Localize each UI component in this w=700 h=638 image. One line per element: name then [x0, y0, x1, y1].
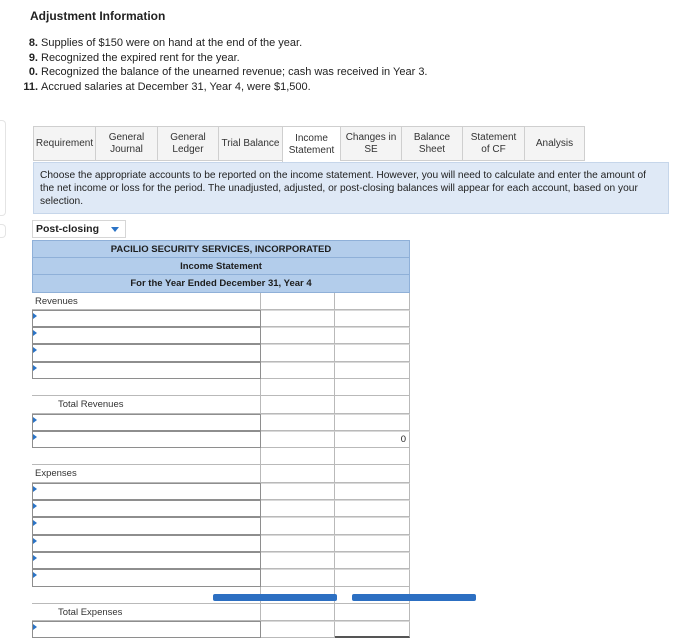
amount-cell — [261, 535, 335, 552]
tab-label-line2: of CF — [481, 143, 506, 155]
amount-cell — [261, 483, 335, 500]
amount-cell — [261, 569, 335, 586]
total-cell — [335, 465, 410, 482]
adjustment-list — [0, 36, 480, 94]
section-row — [32, 293, 410, 310]
amount-cell — [261, 465, 335, 482]
adjustment-number: 9. — [28, 51, 38, 64]
amount-cell — [261, 621, 335, 638]
total-cell — [335, 379, 410, 396]
adjustment-text: Supplies of $150 were on hand at the end of the year. — [41, 37, 303, 49]
amount-cell — [261, 448, 335, 465]
expense-row — [32, 535, 410, 552]
total-revenues-label: Total Revenues — [32, 396, 261, 413]
account-select[interactable] — [32, 517, 261, 534]
total-expenses-label: Total Expenses — [32, 604, 261, 621]
tab-general-ledger[interactable] — [157, 126, 218, 161]
expense-row — [32, 517, 410, 534]
income-statement-table — [32, 240, 410, 638]
account-select[interactable] — [32, 535, 261, 552]
adjustment-item — [0, 36, 480, 51]
tab-label-line2: SE — [364, 143, 378, 155]
account-select[interactable] — [32, 327, 261, 344]
revenue-row — [32, 362, 410, 379]
next-nav-button[interactable] — [352, 594, 476, 601]
tab-label: Requirement — [35, 137, 94, 149]
total-cell — [335, 310, 410, 327]
revenue-row — [32, 344, 410, 361]
expense-row — [32, 483, 410, 500]
adjustment-text: Recognized the expired rent for the year. — [41, 51, 240, 64]
account-select[interactable] — [32, 414, 261, 431]
total-cell — [335, 414, 410, 431]
total-cell — [335, 604, 410, 621]
tab-label-line1: General — [108, 131, 145, 143]
tab-income-statement[interactable] — [282, 126, 340, 162]
total-cell — [335, 293, 410, 310]
tab-label: Analysis — [535, 137, 574, 149]
tab-label-line1: Statement — [470, 131, 517, 143]
net-income-row — [32, 621, 410, 638]
account-select[interactable] — [32, 552, 261, 569]
adjustment-item — [0, 51, 480, 66]
adjustment-item — [0, 65, 480, 80]
total-cell — [335, 396, 410, 413]
adjustment-title: Adjustment Information — [30, 9, 166, 23]
tab-label-line2: Statement — [288, 144, 335, 156]
total-revenues-value: 0 — [335, 431, 410, 448]
amount-cell — [261, 431, 335, 448]
net-income-cell — [335, 621, 410, 638]
amount-cell — [261, 379, 335, 396]
account-select[interactable] — [32, 344, 261, 361]
amount-cell — [261, 293, 335, 310]
amount-cell — [261, 517, 335, 534]
total-revenues-row — [32, 396, 410, 413]
amount-cell — [261, 414, 335, 431]
amount-cell — [261, 327, 335, 344]
tab-general-journal[interactable] — [95, 126, 157, 161]
empty-cell — [32, 379, 261, 396]
balance-type-select[interactable] — [32, 220, 126, 238]
account-select[interactable] — [32, 500, 261, 517]
left-panel-edge — [0, 224, 6, 238]
amount-cell — [261, 500, 335, 517]
tab-changes-in-se[interactable] — [340, 126, 401, 161]
total-cell — [335, 362, 410, 379]
adjustment-text: Accrued salaries at December 31, Year 4, were $1,500. — [41, 80, 311, 93]
amount-cell — [261, 604, 335, 621]
balance-type-value: Post-closing — [36, 223, 100, 235]
adjustment-item — [0, 80, 480, 95]
account-select[interactable] — [32, 569, 261, 586]
net-income-select[interactable] — [32, 621, 261, 638]
total-cell — [335, 483, 410, 500]
instructions-panel: Choose the appropriate accounts to be reported on the income statement. However, you will need to calculate and enter the amount of the net income or loss for the period. The unadjusted, adjusted, or post-closing balances will appear for each account, based on your selection. — [33, 162, 669, 214]
tab-label: Trial Balance — [221, 137, 280, 149]
amount-cell — [261, 396, 335, 413]
amount-cell — [261, 344, 335, 361]
expense-row — [32, 552, 410, 569]
expenses-label: Expenses — [32, 465, 261, 482]
account-select[interactable] — [32, 310, 261, 327]
total-cell — [335, 552, 410, 569]
spacer-row — [32, 448, 410, 465]
statement-title-header: Income Statement — [32, 258, 410, 276]
tab-label-line2: Sheet — [418, 143, 446, 155]
empty-cell — [32, 448, 261, 465]
tab-label-line1: Income — [295, 132, 328, 144]
amount-cell — [261, 362, 335, 379]
account-select[interactable] — [32, 483, 261, 500]
adjustment-number: 11. — [23, 80, 38, 93]
revenue-row — [32, 414, 410, 431]
prev-nav-button[interactable] — [213, 594, 337, 601]
account-select[interactable] — [32, 431, 261, 448]
tab-label-line1: General — [170, 131, 206, 143]
tab-trial-balance[interactable] — [218, 126, 282, 161]
requirement-tabs — [33, 126, 585, 162]
left-panel-edge — [0, 120, 6, 216]
tab-label-line2: Ledger — [172, 143, 204, 155]
total-cell — [335, 500, 410, 517]
tab-label-line2: Journal — [110, 143, 143, 155]
revenues-label: Revenues — [32, 293, 261, 310]
total-cell — [335, 517, 410, 534]
statement-period-header: For the Year Ended December 31, Year 4 — [32, 275, 410, 293]
tab-analysis[interactable] — [524, 126, 585, 161]
total-expenses-row — [32, 604, 410, 621]
amount-cell — [261, 552, 335, 569]
adjustment-number: 0. — [28, 66, 38, 78]
tab-label-line1: Balance — [413, 131, 451, 143]
revenue-row — [32, 310, 410, 327]
statement-company-header: PACILIO SECURITY SERVICES, INCORPORATED — [32, 240, 410, 258]
expense-row — [32, 569, 410, 586]
chevron-down-icon — [111, 227, 119, 232]
total-cell — [335, 344, 410, 361]
total-cell — [335, 327, 410, 344]
tab-statement-of-cf[interactable] — [462, 126, 524, 161]
section-row — [32, 465, 410, 482]
adjustment-number: 8. — [28, 37, 38, 49]
tab-requirement[interactable] — [33, 126, 95, 161]
adjustment-text: Recognized the balance of the unearned revenue; cash was received in Year 3. — [41, 66, 428, 78]
expense-row — [32, 500, 410, 517]
total-cell — [335, 535, 410, 552]
revenue-row — [32, 327, 410, 344]
total-cell — [335, 448, 410, 465]
tab-balance-sheet[interactable] — [401, 126, 462, 161]
total-cell — [335, 569, 410, 586]
amount-cell — [261, 310, 335, 327]
tab-label-line1: Changes in — [345, 131, 397, 143]
spacer-row — [32, 379, 410, 396]
account-select[interactable] — [32, 362, 261, 379]
revenue-row — [32, 431, 410, 448]
